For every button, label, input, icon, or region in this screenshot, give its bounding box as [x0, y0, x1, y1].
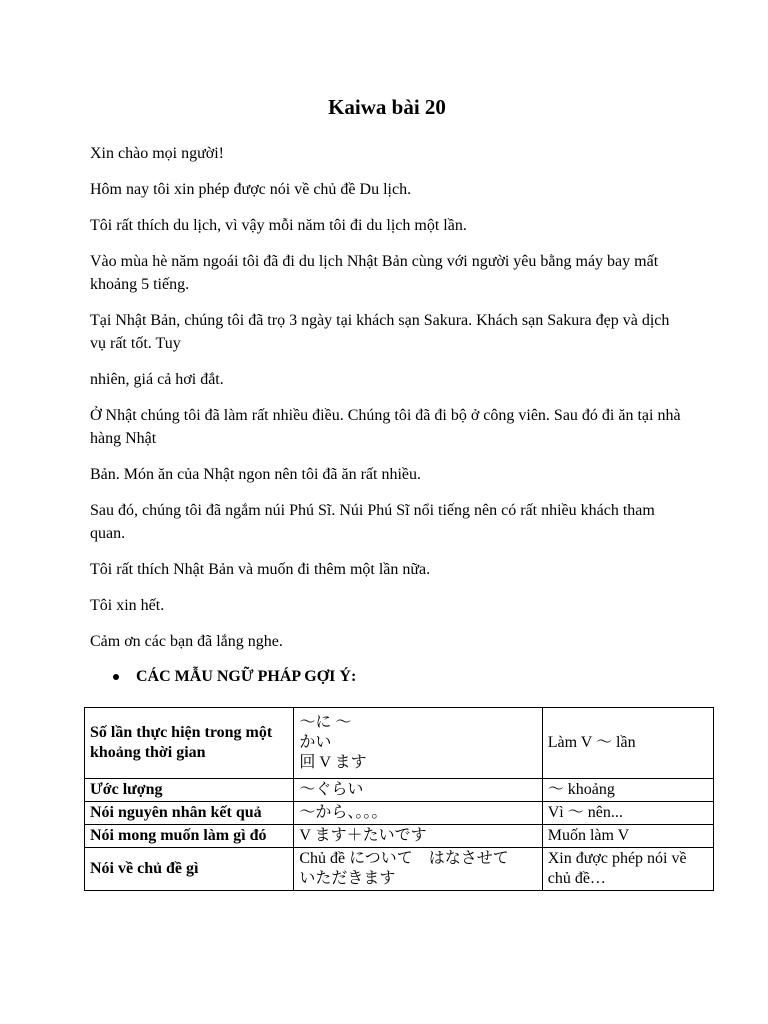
grammar-meaning: Xin được phép nói về chủ đề…	[542, 848, 713, 891]
grammar-topic: Số lần thực hiện trong một khoảng thời gian	[85, 708, 294, 779]
grammar-table	[84, 707, 714, 891]
pattern-line: いただきます	[299, 870, 396, 887]
paragraph-greeting: Xin chào mọi người!	[90, 145, 224, 162]
grammar-pattern	[294, 825, 542, 848]
table-row	[85, 848, 714, 891]
pattern-line: Chủ đề について はなさせて	[299, 850, 509, 867]
grammar-meaning: Vì ～ nên...	[542, 802, 713, 825]
paragraph-hotel-price: nhiên, giá cả hơi đắt.	[90, 371, 224, 388]
grammar-topic: Nói về chủ đề gì	[85, 848, 294, 891]
table-row	[85, 779, 714, 802]
paragraph-fuji: Sau đó, chúng tôi đã ngắm núi Phú Sĩ. Núi Phú Sĩ nổi tiếng nên có rất nhiều khách tham quan.	[90, 502, 655, 542]
grammar-heading-text: CÁC MẪU NGỮ PHÁP GỢI Ý:	[136, 668, 357, 685]
grammar-topic: Nói mong muốn làm gì đó	[85, 825, 294, 848]
paragraph-activities: Ở Nhật chúng tôi đã làm rất nhiều điều. Chúng tôi đã đi bộ ở công viên. Sau đó đi ăn tại nhà hàng Nhật	[90, 407, 681, 447]
paragraph-closing: Tôi xin hết.	[90, 597, 165, 614]
paragraph-topic: Hôm nay tôi xin phép được nói về chủ đề Du lịch.	[90, 181, 412, 198]
pattern-line: 回 V ます	[299, 754, 367, 771]
grammar-pattern	[294, 802, 542, 825]
pattern-line: ～に ～	[299, 714, 352, 731]
table-row	[85, 825, 714, 848]
grammar-pattern	[294, 848, 542, 891]
grammar-meaning: Muốn làm V	[542, 825, 713, 848]
grammar-pattern	[294, 779, 542, 802]
paragraph-travel-habit: Tôi rất thích du lịch, vì vậy mỗi năm tôi đi du lịch một lần.	[90, 217, 467, 234]
paragraph-food: Bản. Món ăn của Nhật ngon nên tôi đã ăn rất nhiều.	[90, 466, 422, 483]
grammar-meaning: ～ khoảng	[542, 779, 713, 802]
grammar-heading	[90, 666, 684, 688]
pattern-line: かい	[299, 734, 332, 751]
page-title: Kaiwa bài 20	[328, 95, 446, 119]
grammar-pattern	[294, 708, 542, 779]
grammar-topic: Ước lượng	[85, 779, 294, 802]
pattern-line: V ます＋たいです	[299, 827, 427, 844]
paragraph-hotel: Tại Nhật Bản, chúng tôi đã trọ 3 ngày tại khách sạn Sakura. Khách sạn Sakura đẹp và dịch vụ rất tốt. Tuy	[90, 312, 670, 352]
paragraph-thanks: Cảm ơn các bạn đã lắng nghe.	[90, 633, 283, 650]
grammar-topic: Nói nguyên nhân kết quả	[85, 802, 294, 825]
paragraph-like-japan: Tôi rất thích Nhật Bản và muốn đi thêm một lần nữa.	[90, 561, 431, 578]
pattern-line: ～から、。。。	[299, 804, 388, 821]
pattern-line: ～ぐらい	[299, 781, 364, 798]
table-row	[85, 708, 714, 779]
grammar-meaning: Làm V ～ lần	[542, 708, 713, 779]
bullet-icon	[113, 674, 119, 680]
paragraph-trip: Vào mùa hè năm ngoái tôi đã đi du lịch Nhật Bản cùng với người yêu bằng máy bay mất khoảng 5 tiếng.	[90, 253, 659, 293]
table-row	[85, 802, 714, 825]
